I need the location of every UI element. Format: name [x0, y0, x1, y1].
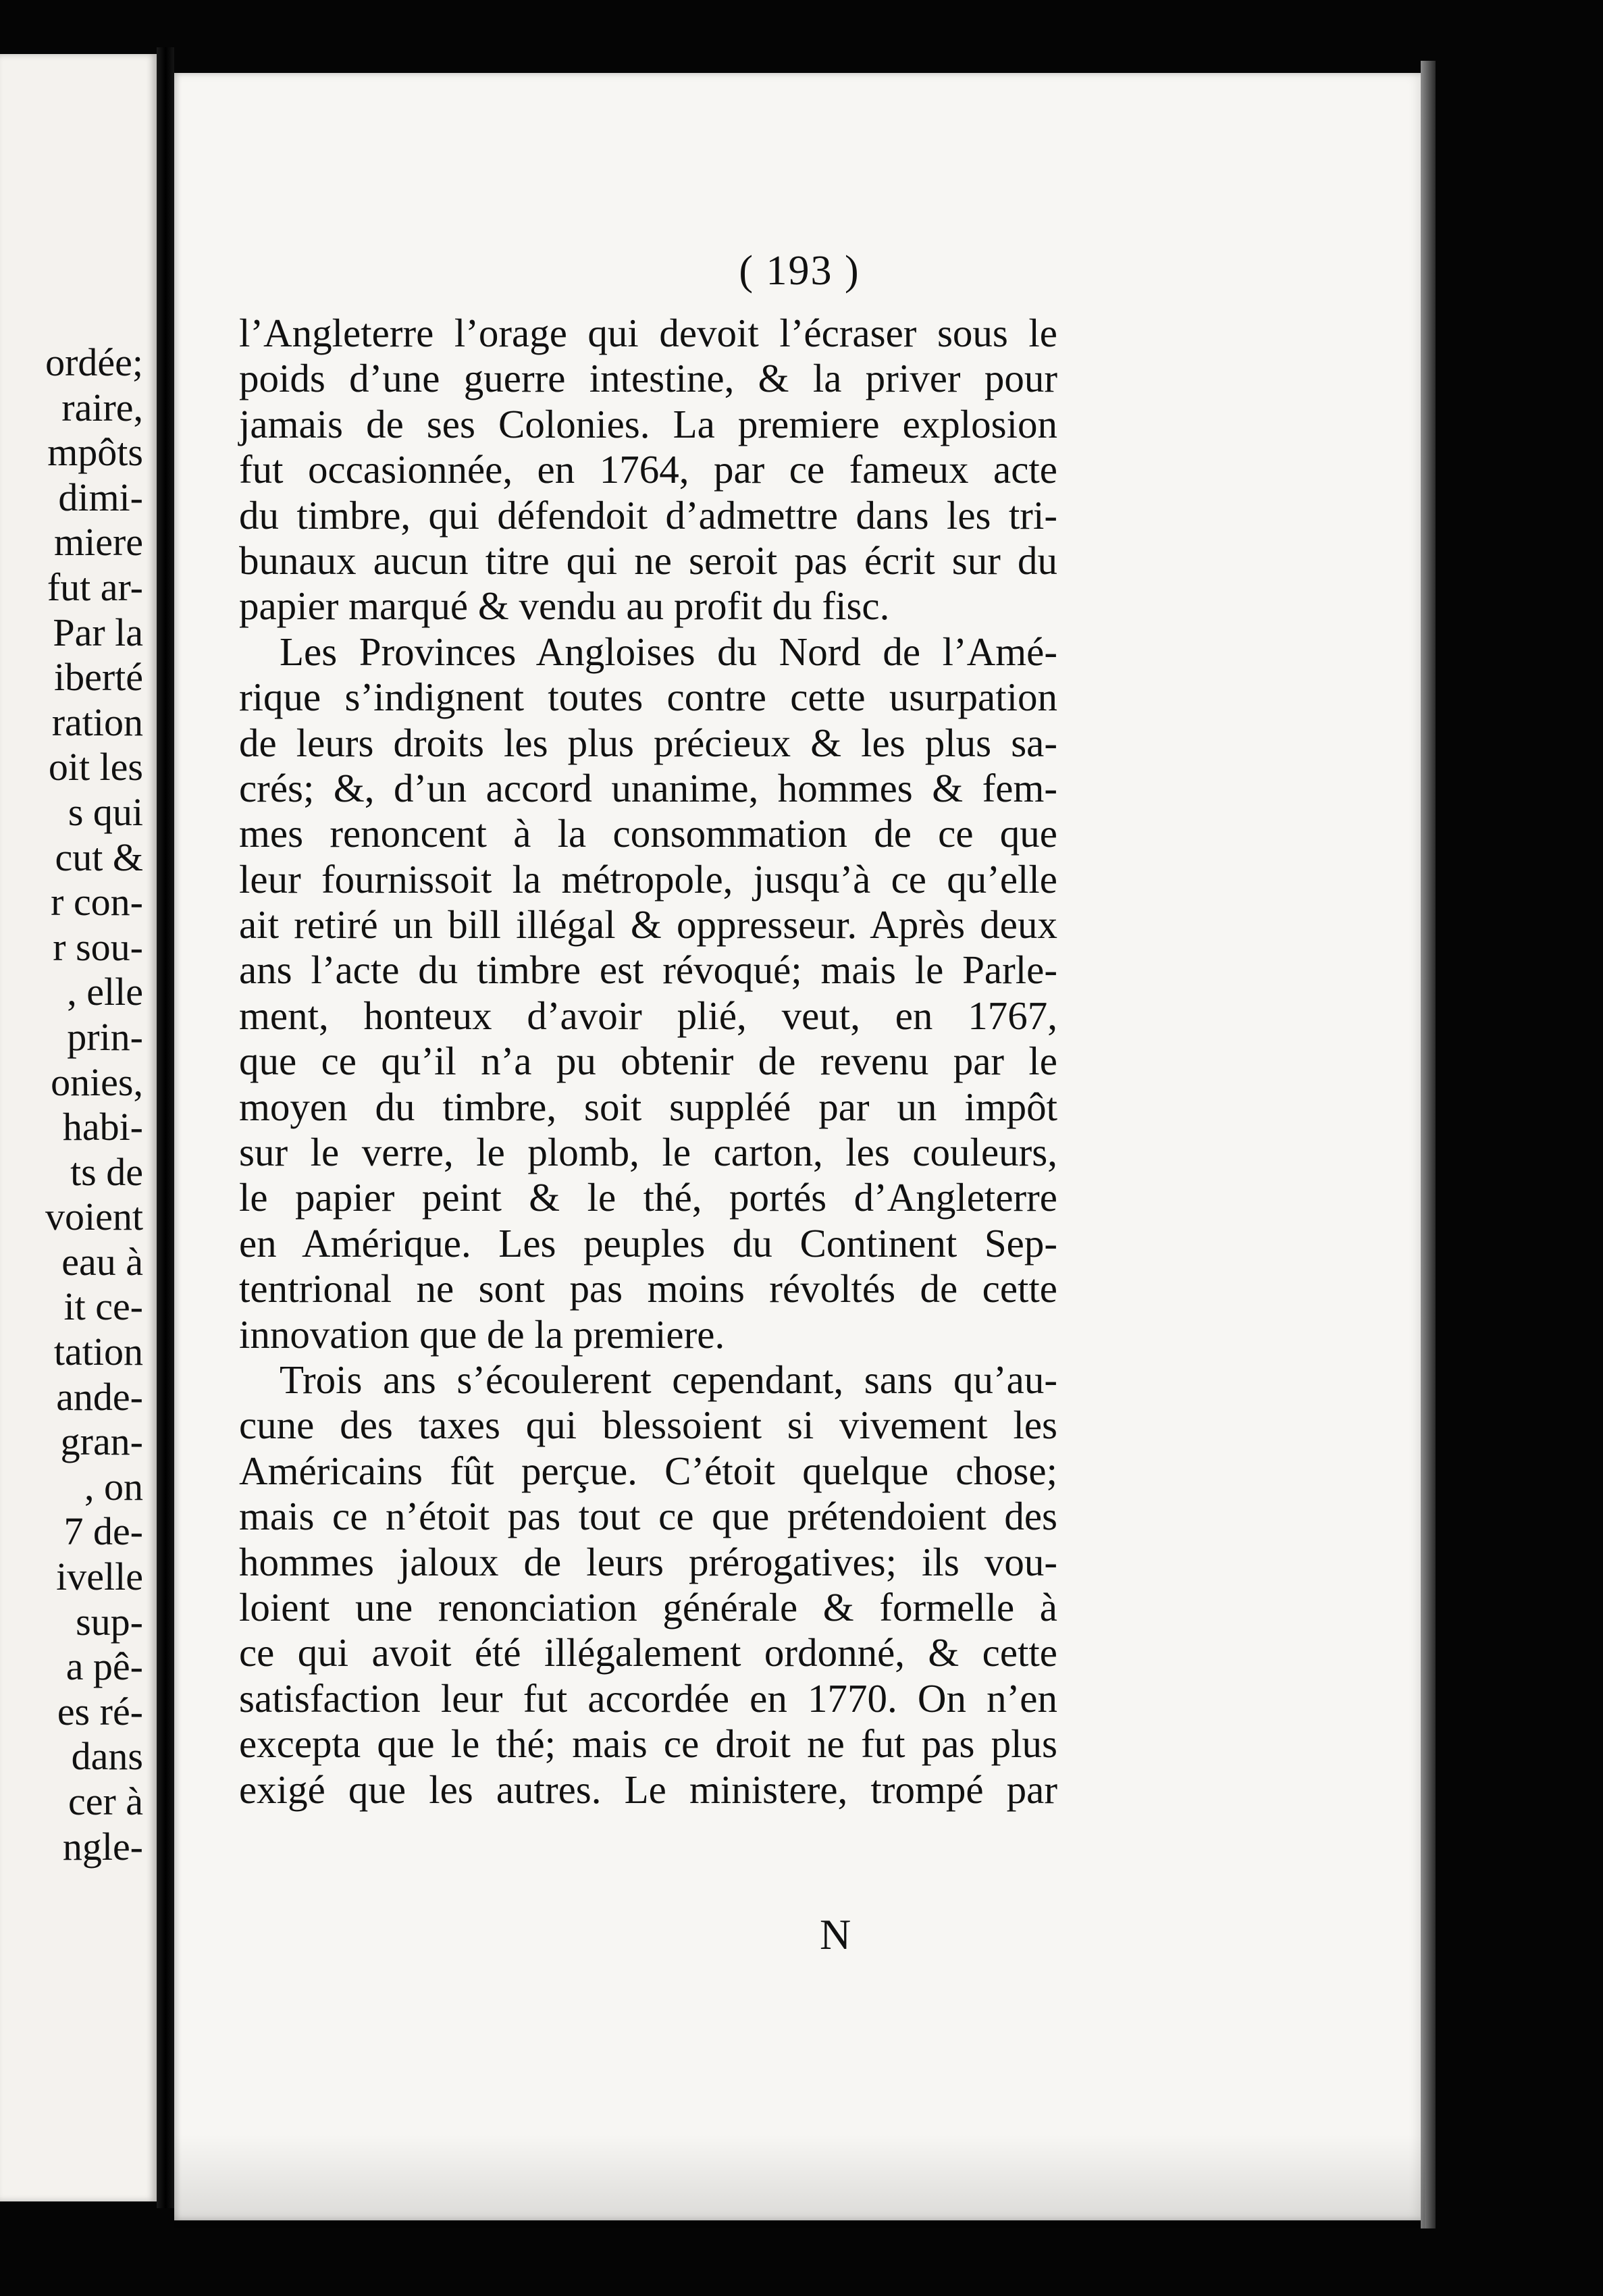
- left-page-line: prin-: [67, 1014, 143, 1059]
- text-line: hommes jaloux de leurs prérogatives; ils vou-: [239, 1539, 1057, 1584]
- left-page-line: mpôts: [47, 430, 143, 475]
- left-page-line: r sou-: [53, 924, 143, 969]
- left-page-line: gran-: [60, 1419, 143, 1464]
- left-page-line: eau à: [61, 1239, 143, 1284]
- text-line: le papier peint & le thé, portés d’Angleterre: [239, 1175, 1057, 1220]
- left-page-line: a pê-: [65, 1644, 143, 1689]
- left-page-line: dimi-: [58, 475, 143, 519]
- left-page-line: 7 de-: [63, 1509, 143, 1554]
- left-page-line: ivelle: [56, 1555, 143, 1599]
- left-page-line: ts de: [70, 1149, 143, 1194]
- text-line: bunaux aucun titre qui ne seroit pas écrit sur du: [239, 538, 1057, 583]
- text-line: ait retiré un bill illégal & oppresseur. Après deux: [239, 902, 1057, 947]
- text-line: du timbre, qui défendoit d’admettre dans les tri-: [239, 492, 1057, 538]
- text-line: loient une renonciation générale & formelle à: [239, 1584, 1057, 1629]
- left-page-line: iberté: [53, 655, 143, 700]
- left-page-line: , elle: [67, 970, 143, 1014]
- page-number: ( 193 ): [739, 248, 860, 294]
- left-page-line: , on: [84, 1464, 143, 1509]
- left-page-line: es ré-: [57, 1689, 143, 1733]
- text-line: fut occasionnée, en 1764, par ce fameux acte: [239, 447, 1057, 492]
- left-page-line: ngle-: [62, 1824, 143, 1869]
- left-page-line: sup-: [76, 1599, 143, 1644]
- left-page-line: onies,: [51, 1060, 143, 1104]
- text-line: leur fournissoit la métropole, jusqu’à ce qu’elle: [239, 856, 1057, 902]
- text-line: ment, honteux d’avoir plié, veut, en 1767,: [239, 993, 1057, 1038]
- text-line: poids d’une guerre intestine, & la priver pour: [239, 356, 1057, 401]
- text-line: de leurs droits les plus précieux & les plus sa-: [239, 720, 1057, 765]
- left-page-line: s qui: [68, 789, 143, 834]
- text-line: ans l’acte du timbre est révoqué; mais le Parle-: [239, 947, 1057, 993]
- left-page-line: dans: [71, 1734, 143, 1779]
- left-page-line: r con-: [51, 880, 143, 924]
- left-facing-page: [0, 54, 157, 2201]
- left-page-line: cut &: [55, 835, 143, 879]
- left-page-line: fut ar-: [47, 565, 143, 609]
- left-page-line: raire,: [61, 385, 143, 429]
- text-line: innovation que de la premiere.: [239, 1311, 725, 1357]
- paragraph: [239, 1357, 1057, 1812]
- left-page-line: oit les: [48, 745, 143, 789]
- left-page-line: cer à: [68, 1779, 143, 1823]
- text-line: Américains fût perçue. C’étoit quelque chose;: [239, 1448, 1057, 1493]
- text-line: en Amérique. Les peuples du Continent Sep-: [239, 1220, 1057, 1266]
- text-line: satisfaction leur fut accordée en 1770. On n’en: [239, 1675, 1057, 1721]
- left-page-line: it ce-: [63, 1284, 143, 1329]
- main-page: [174, 73, 1425, 2220]
- text-line: que ce qu’il n’a pu obtenir de revenu par le: [239, 1039, 1057, 1084]
- page-edge: [1421, 61, 1436, 2228]
- text-line: excepta que le thé; mais ce droit ne fut pas plus: [239, 1721, 1057, 1767]
- left-page-line: habi-: [62, 1105, 143, 1149]
- text-line: mes renoncent à la consommation de ce que: [239, 811, 1057, 856]
- signature-mark: N: [820, 1910, 851, 1958]
- text-line: ce qui avoit été illégalement ordonné, & cette: [239, 1630, 1057, 1675]
- text-line: tentrional ne sont pas moins révoltés de cette: [239, 1266, 1057, 1311]
- text-line: rique s’indignent toutes contre cette usurpation: [239, 675, 1057, 720]
- text-line: cune des taxes qui blessoient si vivement les: [239, 1403, 1057, 1448]
- paragraph: [239, 629, 1057, 1357]
- left-page-text: [0, 340, 143, 1869]
- left-page-line: miere: [53, 520, 143, 565]
- text-line: papier marqué & vendu au profit du fisc.: [239, 583, 890, 629]
- left-page-line: Par la: [53, 610, 143, 654]
- left-page-line: tation: [53, 1330, 143, 1374]
- text-line: crés; &, d’un accord unanime, hommes & fem-: [239, 765, 1057, 810]
- body-text: [239, 311, 1057, 1812]
- text-line: exigé que les autres. Le ministere, trompé par: [239, 1767, 1057, 1812]
- text-line: jamais de ses Colonies. La premiere explosion: [239, 401, 1057, 446]
- text-line: l’Angleterre l’orage qui devoit l’écraser sous le: [239, 311, 1057, 355]
- text-line: mais ce n’étoit pas tout ce que prétendoient des: [239, 1494, 1057, 1539]
- book-gutter: [157, 47, 174, 2208]
- text-line: sur le verre, le plomb, le carton, les couleurs,: [239, 1130, 1057, 1175]
- paragraph: [239, 311, 1057, 629]
- page-shadow: [174, 2134, 1425, 2228]
- left-page-line: ordée;: [45, 340, 143, 384]
- text-line: moyen du timbre, soit suppléé par un impôt: [239, 1084, 1057, 1129]
- text-line: Trois ans s’écoulerent cependant, sans qu’au-: [280, 1357, 1057, 1402]
- left-page-line: ande-: [56, 1374, 143, 1419]
- left-page-line: voient: [45, 1195, 143, 1239]
- left-page-line: ration: [51, 700, 143, 744]
- text-line: Les Provinces Angloises du Nord de l’Amé-: [280, 629, 1057, 674]
